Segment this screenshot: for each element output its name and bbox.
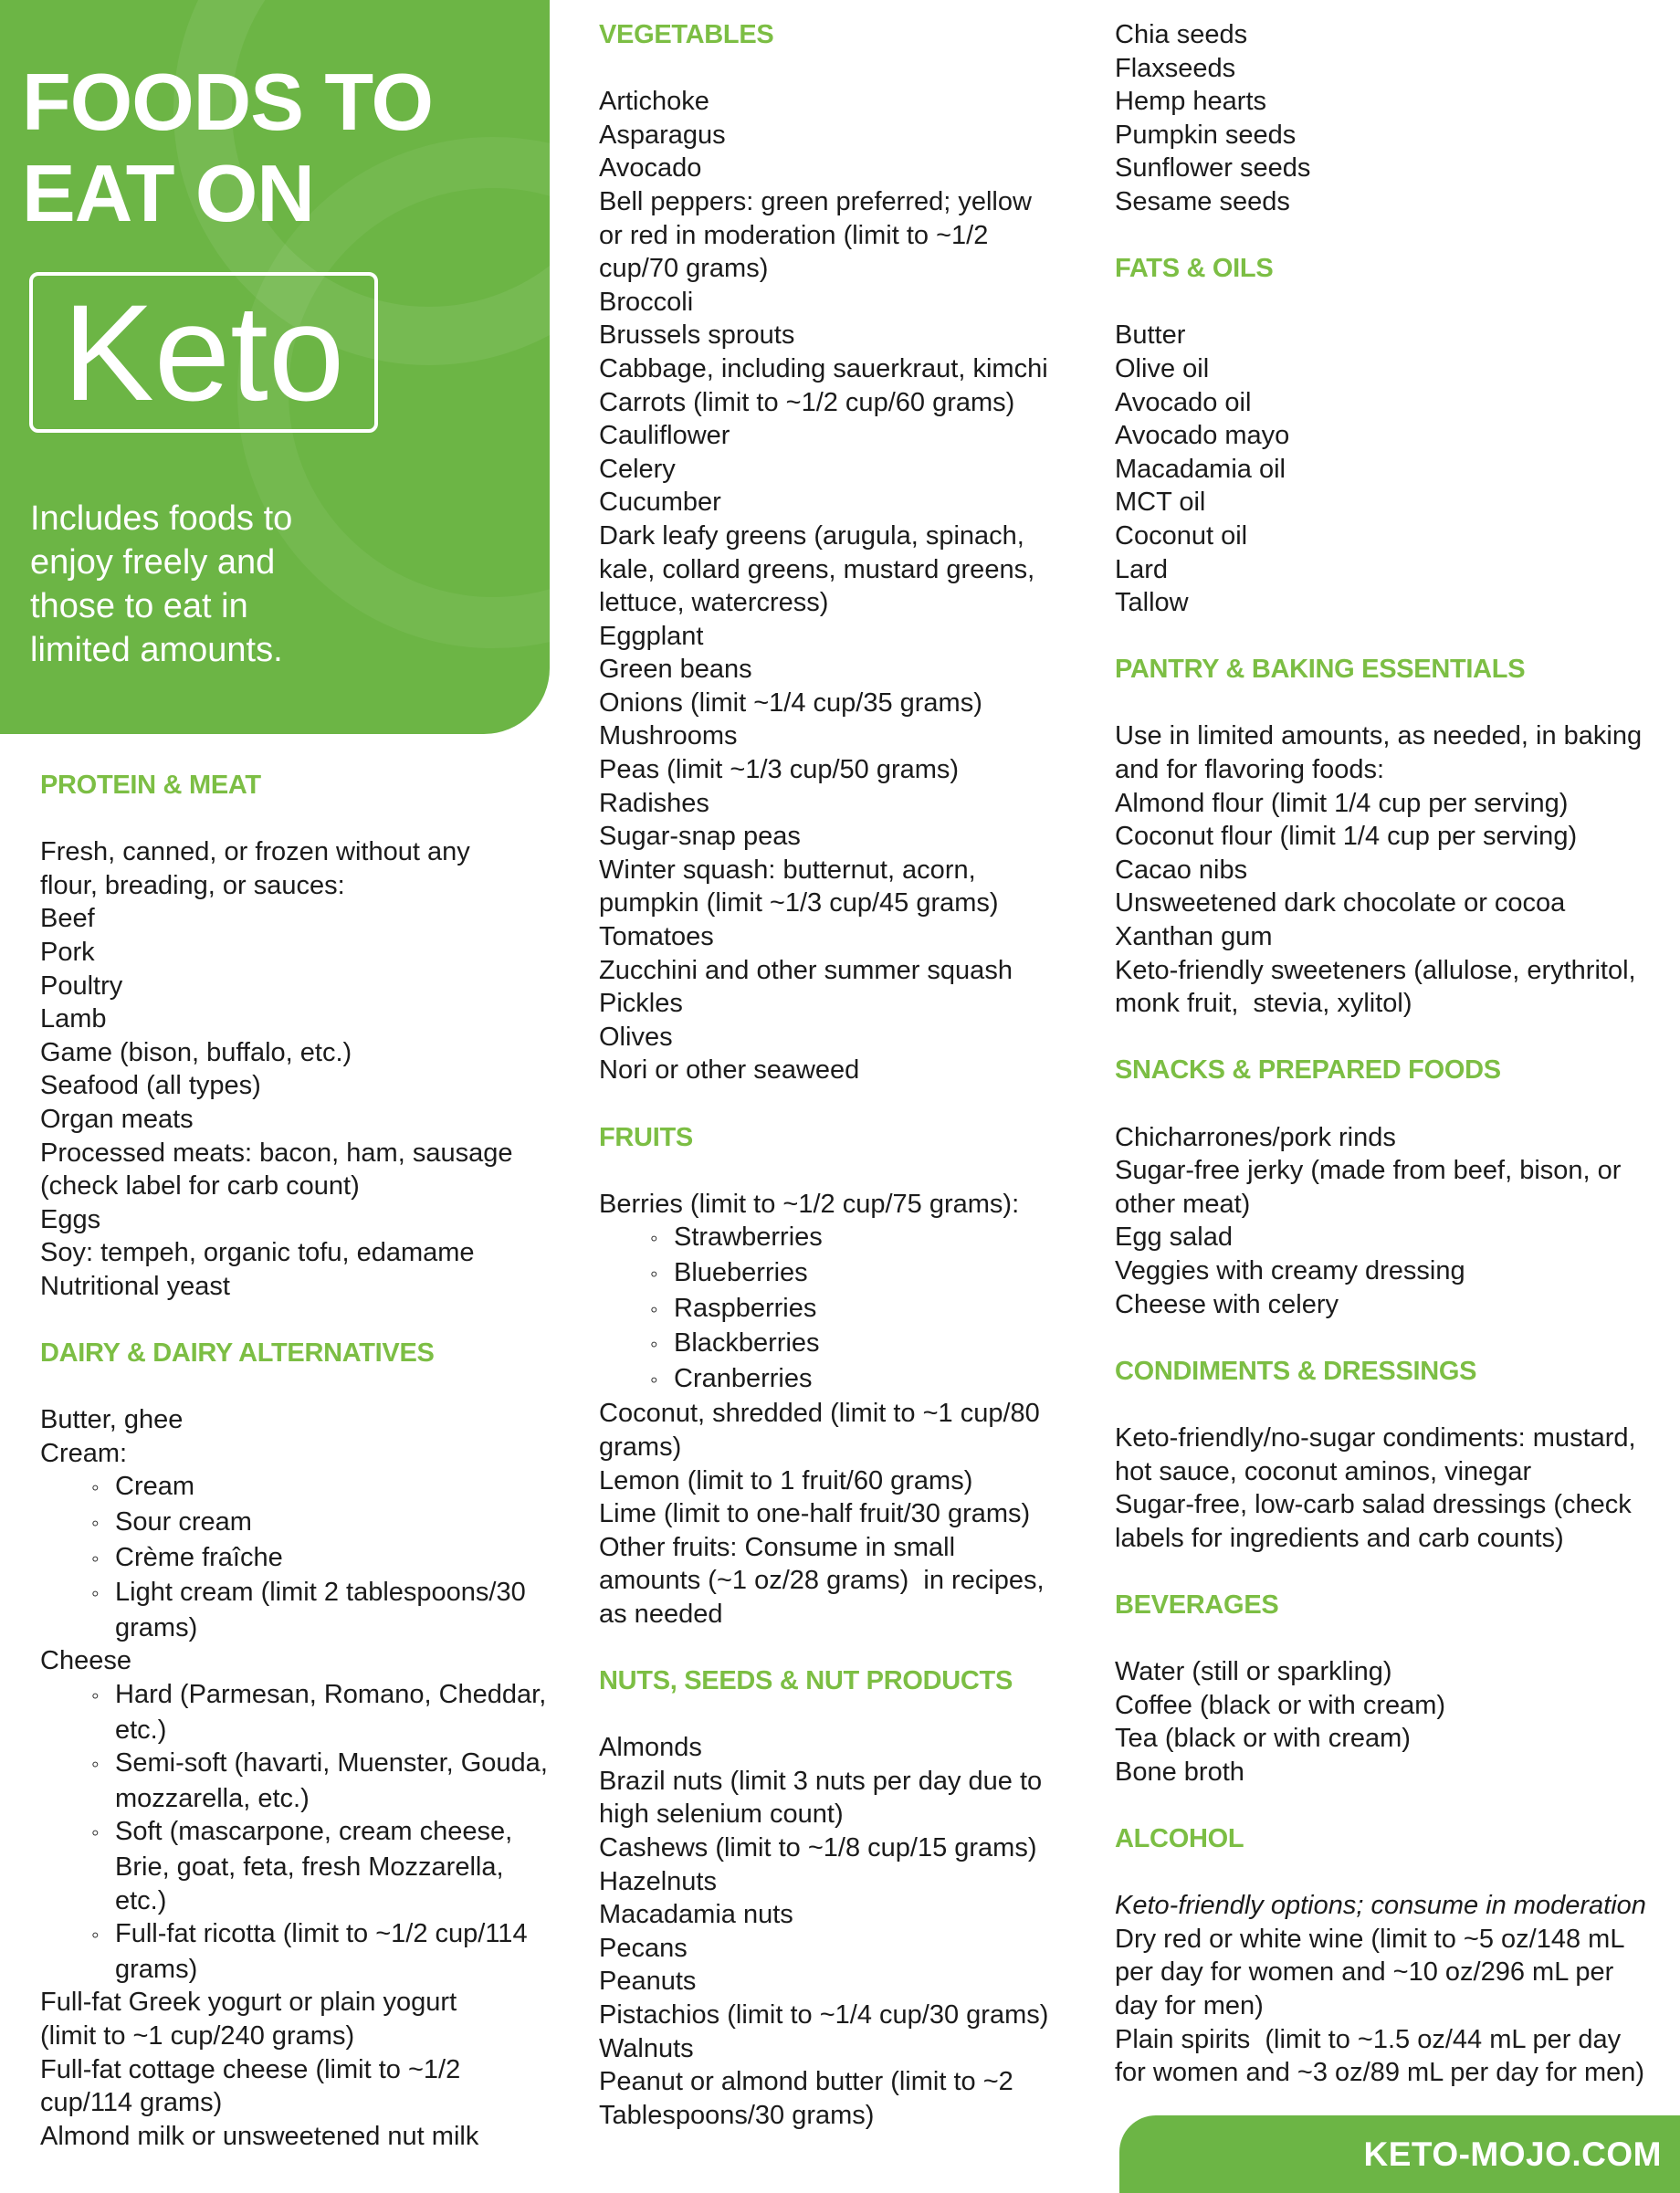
food-list [599, 1731, 1088, 2132]
sub-list-item: ◦ Raspberries [599, 1292, 1088, 1327]
list-item: Chia seeds [1115, 20, 1248, 49]
section-heading: ALCOHOL [1115, 1824, 1244, 1854]
food-list [1115, 1121, 1680, 1322]
list-item: Dry red or white wine (limit to ~5 oz/148 mL [1115, 1924, 1625, 1954]
list-item: Green beans [599, 655, 752, 685]
list-item: Hemp hearts [1115, 87, 1267, 117]
hero-banner [0, 0, 550, 734]
list-item: Pecans [599, 1933, 688, 1963]
list-item: Sunflower seeds [1115, 153, 1311, 184]
list-item: Xanthan gum [1115, 922, 1273, 952]
list-item: lettuce, watercress) [599, 588, 829, 618]
list-item: cup/70 grams) [599, 254, 769, 284]
list-item: Pumpkin seeds [1115, 120, 1297, 150]
list-item: labels for ingredients and carb counts) [1115, 1523, 1564, 1553]
sub-list-item: ◦ Light cream (limit 2 tablespoons/30 grams) [40, 1576, 551, 1644]
section-heading: BEVERAGES [1115, 1590, 1279, 1620]
list-item: Cucumber [599, 488, 721, 518]
list-item: Artichoke [599, 87, 709, 117]
list-item: Processed meats: bacon, ham, sausage [40, 1138, 513, 1168]
list-item: (limit to ~1 cup/240 grams) [40, 2020, 355, 2051]
list-item: Mushrooms [599, 721, 738, 751]
list-item: Tea (black or with cream) [1115, 1724, 1411, 1754]
section-protein-and-meat [40, 769, 551, 1304]
list-item: Almonds [599, 1733, 702, 1763]
list-item: Radishes [599, 788, 709, 818]
section-heading: VEGETABLES [599, 20, 774, 49]
list-item: Celery [599, 454, 676, 484]
section-heading: NUTS, SEEDS & NUT PRODUCTS [599, 1666, 1013, 1696]
list-item: Game (bison, buffalo, etc.) [40, 1037, 352, 1067]
list-item: Sesame seeds [1115, 186, 1290, 216]
list-item: amounts (~1 oz/28 grams) in recipes, [599, 1566, 1045, 1596]
section-heading: SNACKS & PREPARED FOODS [1115, 1055, 1501, 1086]
list-item: Flaxseeds [1115, 53, 1236, 83]
list-item: Peas (limit ~1/3 cup/50 grams) [599, 755, 960, 785]
section-continued [1115, 18, 1680, 219]
food-list [1115, 319, 1680, 619]
section-heading: FATS & OILS [1115, 254, 1274, 284]
list-item: Carrots (limit to ~1/2 cup/60 grams) [599, 387, 1015, 417]
list-item: Chicharrones/pork rinds [1115, 1122, 1396, 1152]
list-item: Hazelnuts [599, 1866, 717, 1896]
list-item: Sugar-free jerky (made from beef, bison, or [1115, 1156, 1622, 1186]
list-item: cup/114 grams) [40, 2088, 223, 2118]
food-list [599, 1188, 1088, 1632]
section-fruits [599, 1121, 1088, 1632]
list-item: Organ meats [40, 1104, 194, 1134]
list-item: Cauliflower [599, 421, 730, 451]
list-item: as needed [599, 1599, 723, 1629]
list-item: other meat) [1115, 1189, 1251, 1219]
list-item: Keto-friendly options; consume in moderation [1115, 1891, 1646, 1921]
list-item: Plain spirits (limit to ~1.5 oz/44 mL per day [1115, 2024, 1622, 2054]
page-title: FOODS TO EAT ON [22, 57, 433, 238]
list-item: monk fruit, stevia, xylitol) [1115, 989, 1412, 1019]
list-item: high selenium count) [599, 1800, 844, 1830]
list-item: Avocado mayo [1115, 421, 1290, 451]
section-beverages [1115, 1589, 1680, 1789]
hero-subtitle: Includes foods to enjoy freely and those to eat in limited amounts. [30, 499, 293, 669]
list-item: Full-fat cottage cheese (limit to ~1/2 [40, 2054, 461, 2084]
sub-list-item: ◦ Cranberries [599, 1362, 1088, 1398]
food-list [1115, 1889, 1680, 2090]
list-item: Almond flour (limit 1/4 cup per serving) [1115, 788, 1569, 818]
section-alcohol [1115, 1822, 1680, 2090]
list-item: Eggplant [599, 621, 704, 651]
list-item: Lamb [40, 1004, 107, 1034]
list-item: Cheese with celery [1115, 1289, 1339, 1319]
list-item: Avocado [599, 153, 702, 184]
list-item: Water (still or sparkling) [1115, 1657, 1392, 1687]
sub-list-item: ◦ Full-fat ricotta (limit to ~1/2 cup/114 grams) [40, 1917, 551, 1986]
list-item: Peanuts [599, 1967, 697, 1997]
list-item: Brazil nuts (limit 3 nuts per day due to [599, 1766, 1043, 1796]
list-item: and for flavoring foods: [1115, 755, 1385, 785]
list-item: Tomatoes [599, 922, 714, 952]
list-item: Bell peppers: green preferred; yellow [599, 186, 1032, 216]
list-item: Poultry [40, 971, 123, 1001]
list-item: Macadamia nuts [599, 1900, 793, 1930]
list-item: pumpkin (limit ~1/3 cup/45 grams) [599, 888, 999, 918]
list-item: Asparagus [599, 120, 726, 150]
list-item: Coconut, shredded (limit to ~1 cup/80 [599, 1399, 1040, 1429]
list-item: Olive oil [1115, 353, 1210, 383]
list-item: Brussels sprouts [599, 320, 795, 351]
list-item: Sugar-free, low-carb salad dressings (check [1115, 1490, 1632, 1520]
list-item: Tablespoons/30 grams) [599, 2100, 875, 2130]
list-item: Avocado oil [1115, 387, 1252, 417]
list-item: Almond milk or unsweetened nut milk [40, 2121, 479, 2151]
list-item: Macadamia oil [1115, 454, 1286, 484]
sub-list-item: ◦ Semi-soft (havarti, Muenster, Gouda, mozzarella, etc.) [40, 1747, 551, 1815]
list-item: Tallow [1115, 588, 1189, 618]
list-item: Dark leafy greens (arugula, spinach, [599, 520, 1024, 551]
list-item: Berries (limit to ~1/2 cup/75 grams): [599, 1189, 1020, 1219]
list-item: Peanut or almond butter (limit to ~2 [599, 2067, 1013, 2097]
footer-website[interactable]: KETO-MOJO.COM [1119, 2115, 1680, 2193]
list-item: Nori or other seaweed [599, 1055, 860, 1086]
sub-list-item: ◦ Blackberries [599, 1327, 1088, 1362]
list-item: Lemon (limit to 1 fruit/60 grams) [599, 1465, 973, 1495]
list-item: Cashews (limit to ~1/8 cup/15 grams) [599, 1833, 1037, 1863]
list-item: hot sauce, coconut aminos, vinegar [1115, 1456, 1532, 1486]
list-item: Lime (limit to one-half fruit/30 grams) [599, 1499, 1031, 1529]
column-3 [1115, 18, 1680, 2090]
section-heading: DAIRY & DAIRY ALTERNATIVES [40, 1338, 435, 1369]
keto-badge: Keto [29, 272, 378, 433]
list-item: Cacao nibs [1115, 855, 1248, 885]
list-item: Fresh, canned, or frozen without any [40, 837, 470, 867]
list-item: Coffee (black or with cream) [1115, 1690, 1446, 1720]
list-item: Unsweetened dark chocolate or cocoa [1115, 888, 1566, 918]
sub-list-item: ◦ Crème fraîche [40, 1541, 551, 1577]
list-item: Pork [40, 937, 95, 967]
list-item: Beef [40, 904, 95, 934]
list-item: grams) [599, 1432, 682, 1462]
list-item: Seafood (all types) [40, 1071, 261, 1101]
column-2 [599, 18, 1088, 2132]
list-item: Broccoli [599, 287, 694, 317]
food-list [1115, 18, 1680, 219]
list-item: MCT oil [1115, 488, 1206, 518]
column-1 [40, 769, 555, 2153]
sub-list-item: ◦ Sour cream [40, 1506, 551, 1541]
list-item: flour, breading, or sauces: [40, 870, 345, 900]
section-condiments-and-dressings [1115, 1355, 1680, 1556]
list-item: Butter, ghee [40, 1405, 184, 1435]
list-item: Butter [1115, 320, 1186, 351]
list-item: Bone broth [1115, 1757, 1244, 1787]
list-item: Winter squash: butternut, acorn, [599, 855, 976, 885]
list-item: Full-fat Greek yogurt or plain yogurt [40, 1988, 457, 2018]
sub-list-item: ◦ Strawberries [599, 1221, 1088, 1256]
list-item: Pickles [599, 989, 683, 1019]
list-item: kale, collard greens, mustard greens, [599, 554, 1035, 584]
list-item: Soy: tempeh, organic tofu, edamame [40, 1238, 475, 1268]
list-item: or red in moderation (limit to ~1/2 [599, 220, 989, 250]
section-snacks-and-prepared-foods [1115, 1054, 1680, 1321]
section-heading: FRUITS [599, 1122, 693, 1152]
list-item: Coconut oil [1115, 520, 1248, 551]
section-vegetables [599, 18, 1088, 1087]
list-item: Nutritional yeast [40, 1271, 230, 1301]
list-item: Olives [599, 1022, 673, 1052]
section-heading: CONDIMENTS & DRESSINGS [1115, 1356, 1477, 1386]
food-list [1115, 1655, 1680, 1789]
list-item: Egg salad [1115, 1222, 1233, 1253]
list-item: Veggies with creamy dressing [1115, 1255, 1465, 1285]
list-item: Cream: [40, 1438, 128, 1468]
list-item: Coconut flour (limit 1/4 cup per serving) [1115, 822, 1578, 852]
list-item: Keto-friendly/no-sugar condiments: mustard, [1115, 1422, 1636, 1453]
list-item: Use in limited amounts, as needed, in baking [1115, 721, 1643, 751]
list-item: Onions (limit ~1/4 cup/35 grams) [599, 687, 982, 718]
food-list [1115, 719, 1680, 1020]
section-dairy-and-dairy-alternatives [40, 1337, 555, 2153]
list-item: Sugar-snap peas [599, 822, 801, 852]
sub-list-item: ◦ Hard (Parmesan, Romano, Cheddar, etc.) [40, 1678, 551, 1747]
section-fats-and-oils [1115, 252, 1680, 620]
sub-list-item: ◦ Soft (mascarpone, cream cheese, Brie, goat, feta, fresh Mozzarella, etc.) [40, 1815, 551, 1917]
list-item: per day for women and ~10 oz/296 mL per [1115, 1957, 1614, 1988]
list-item: Zucchini and other summer squash [599, 955, 1013, 985]
sub-list-item: ◦ Cream [40, 1470, 551, 1506]
section-heading: PROTEIN & MEAT [40, 771, 261, 800]
food-list [599, 85, 1088, 1087]
list-item: for women and ~3 oz/89 mL per day for men) [1115, 2058, 1645, 2088]
list-item: Cabbage, including sauerkraut, kimchi [599, 353, 1048, 383]
section-heading: PANTRY & BAKING ESSENTIALS [1115, 655, 1526, 685]
section-pantry-and-baking-essentials [1115, 653, 1680, 1021]
list-item: day for men) [1115, 1991, 1264, 2021]
list-item: Walnuts [599, 2033, 694, 2063]
list-item: Pistachios (limit to ~1/4 cup/30 grams) [599, 2000, 1049, 2030]
list-item: Eggs [40, 1204, 101, 1234]
list-item: (check label for carb count) [40, 1171, 360, 1201]
sub-list-item: ◦ Blueberries [599, 1256, 1088, 1292]
list-item: Keto-friendly sweeteners (allulose, erythritol, [1115, 955, 1636, 985]
food-list [40, 1403, 555, 2153]
food-list [1115, 1422, 1680, 1555]
list-item: Lard [1115, 554, 1169, 584]
list-item: Cheese [40, 1646, 131, 1676]
food-list [40, 835, 551, 1303]
section-nuts-seeds-and-nut-products [599, 1664, 1088, 2132]
list-item: Other fruits: Consume in small [599, 1532, 956, 1562]
